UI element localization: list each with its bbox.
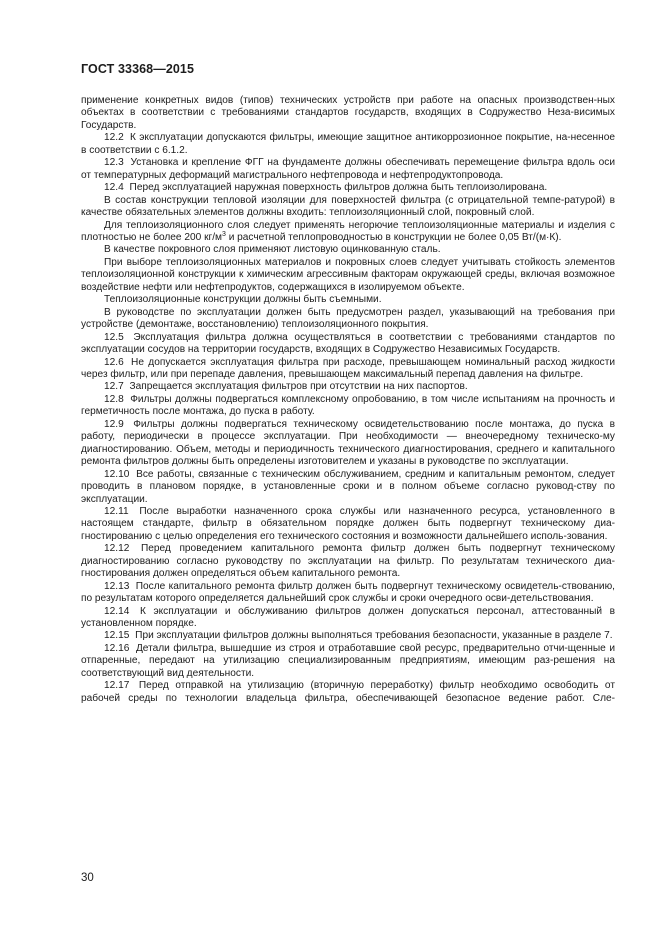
paragraph xyxy=(81,294,615,306)
paragraph xyxy=(81,132,615,157)
paragraph xyxy=(81,394,615,419)
clause-number: 12.9 xyxy=(104,418,124,430)
standard-header: ГОСТ 33368—2015 xyxy=(81,62,195,76)
paragraph-text: Детали фильтра, вышедшие из строя и отработавшие свой ресурс, предварительно отчи-щенные и отпаренные, передают на утилизацию специализированным предприятиям, имеющим раз-решения на соответствующий вид деятельности. xyxy=(81,642,615,679)
paragraph xyxy=(81,630,615,642)
paragraph xyxy=(81,506,615,543)
paragraph-text: К эксплуатации и обслуживанию фильтров должен допускаться персонал, аттестованный в установленном порядке. xyxy=(81,605,615,630)
paragraph xyxy=(81,680,615,705)
paragraph-text: После выработки назначенного срока службы или назначенного ресурса, установленного в настоящем стандарте, фильтр в обязательном порядке должен быть подвергнут техническому диа-гностированию с целью определения его технического состояния и возможности дальнейшего исполь-зования. xyxy=(81,505,615,542)
clause-number: 12.16 xyxy=(104,642,130,654)
clause-number: 12.8 xyxy=(104,393,124,405)
paragraph-text: Эксплуатация фильтра должна осуществляться в соответствии с требованиями стандартов по эксплуатации сосудов на территории государств, входящих в Содружество Независимых Государств. xyxy=(81,331,615,356)
paragraph-text: Фильтры должны подвергаться техническому освидетельствованию после монтажа, до пуска в работу, периодически в процессе эксплуатации. При необходимости — внеочередному техническо-му диагностированию. Объем, методы и периодичность технического диагностирования, среднего и капитального ремонта фильтров должны быть определены изготовителем и указаны в руководстве по эксплуатации. xyxy=(81,418,615,468)
paragraph xyxy=(81,157,615,182)
paragraph xyxy=(81,244,615,256)
paragraph-text: применение конкретных видов (типов) технических устройств при работе на опасных производствен-ных объектах в соответствии с требованиями стандартов государств, входящих в Содружество Неза-висимых Государств. xyxy=(81,95,615,131)
paragraph xyxy=(81,606,615,631)
paragraph-text: Перед отправкой на утилизацию (вторичную переработку) фильтр необходимо освободить от рабочей среды по технологии владельца фильтра, обеспечивающей безопасное ведение работ. Сле- xyxy=(81,680,615,704)
paragraph-text: В состав конструкции тепловой изоляции для поверхностей фильтра (с отрицательной темпе-ратурой) в качестве обязательных элементов должны входить: теплоизоляционный слой, покровный слой. xyxy=(81,194,615,219)
superscript: 3 xyxy=(221,230,226,238)
paragraph-text: Установка и крепление ФГГ на фундаменте должны обеспечивать перемещение фильтра вдоль оси от температурных деформаций магистрального нефтепровода и нефтепродуктопровода. xyxy=(81,157,615,181)
paragraph-text: Запрещается эксплуатация фильтров при отсутствии на них паспортов. xyxy=(129,381,468,393)
clause-number: 12.12 xyxy=(104,543,130,555)
paragraph-text: Перед проведением капитального ремонта фильтр должен быть подвергнут техническому диагностированию согласно руководству по эксплуатации на фильтр. По результатам технического диа-гностирования должен определяться объем капитального ремонта. xyxy=(81,543,615,580)
paragraph-text: В качестве покровного слоя применяют листовую оцинкованную сталь. xyxy=(104,244,441,256)
paragraph-text: Все работы, связанные с техническим обслуживанием, средним и капитальным ремонтом, следует проводить в плановом порядке, в установленные сроки и в полном объеме согласно руковод-ству по эксплуатации. xyxy=(81,468,615,505)
paragraph xyxy=(81,307,615,332)
paragraph-text: Перед эксплуатацией наружная поверхность фильтров должна быть теплоизолирована. xyxy=(129,182,548,194)
paragraph-text: Фильтры должны подвергаться комплексному опробованию, в том числе испытаниям на прочность и герметичность после монтажа, до пуска в работу. xyxy=(81,393,615,418)
paragraph xyxy=(81,195,615,220)
clause-number: 12.13 xyxy=(104,580,130,592)
clause-number: 12.7 xyxy=(104,381,124,393)
paragraph-text: и расчетной теплопроводностью в конструкции не более 0,05 Вт/(м·К). xyxy=(225,231,562,243)
clause-number: 12.11 xyxy=(104,505,129,517)
paragraph xyxy=(81,182,615,194)
clause-number: 12.15 xyxy=(104,630,130,642)
paragraph xyxy=(81,220,615,245)
clause-number: 12.4 xyxy=(104,182,124,194)
paragraph xyxy=(81,581,615,606)
paragraph xyxy=(81,332,615,357)
clause-number: 12.2 xyxy=(104,132,124,144)
paragraph xyxy=(81,469,615,506)
paragraph xyxy=(81,357,615,382)
paragraph xyxy=(81,643,615,680)
clause-number: 12.5 xyxy=(104,331,124,343)
document-body xyxy=(81,95,615,705)
paragraph xyxy=(81,381,615,393)
paragraph xyxy=(81,543,615,580)
page-number: 30 xyxy=(81,872,94,884)
paragraph-text: Теплоизоляционные конструкции должны быть съемными. xyxy=(104,294,382,306)
clause-number: 12.17 xyxy=(104,680,130,692)
paragraph-text: При эксплуатации фильтров должны выполняться требования безопасности, указанные в разделе 7. xyxy=(135,630,613,642)
clause-number: 12.6 xyxy=(104,356,124,368)
paragraph-text: После капитального ремонта фильтр должен быть подвергнут техническому освидетель-ствованию, по результатам которого определяется дальнейший срок службы и сроки очередного осви-детельствования. xyxy=(81,580,615,605)
paragraph-text: В руководстве по эксплуатации должен быть предусмотрен раздел, указывающий на требования при устройстве (демонтаже, восстановлению) теплоизоляционного покрытия. xyxy=(81,306,615,331)
paragraph-text: К эксплуатации допускаются фильтры, имеющие защитное антикоррозионное покрытие, на-несенное в соответствии с 6.1.2. xyxy=(81,132,615,156)
clause-number: 12.3 xyxy=(104,157,124,169)
clause-number: 12.10 xyxy=(104,468,130,480)
paragraph xyxy=(81,95,615,132)
paragraph-text: Для теплоизоляционного слоя следует применять негорючие теплоизоляционные материалы и изделия с плотностью не более 200 кг/м xyxy=(81,219,615,243)
paragraph-text: При выборе теплоизоляционных материалов и покровных слоев следует учитывать стойкость элементов теплоизоляционной конструкции к химическим агрессивным факторам окружающей среды, включая возможное воздействие нефти или нефтепродуктов, содержащихся в изолируемом объекте. xyxy=(81,256,615,293)
paragraph xyxy=(81,257,615,294)
paragraph xyxy=(81,419,615,469)
clause-number: 12.14 xyxy=(104,605,130,617)
paragraph-text: Не допускается эксплуатация фильтра при расходе, превышающем номинальный расход жидкости через фильтр, или при перепаде давления, превышающем максимальный перепад давления на фильтре. xyxy=(81,356,615,380)
